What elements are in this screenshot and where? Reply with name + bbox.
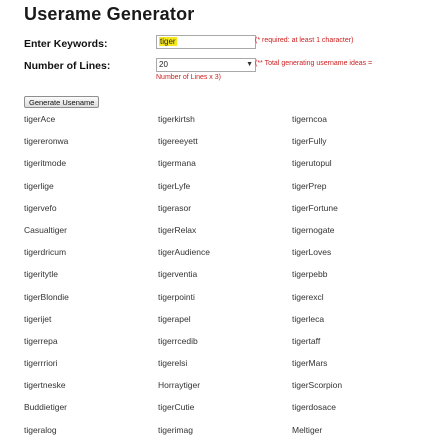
lines-label: Number of Lines: (24, 60, 111, 72)
username-result: tigereeyett (158, 136, 198, 147)
username-result: tigerijet (24, 313, 52, 324)
keywords-label: Enter Keywords: (24, 38, 108, 50)
username-result: tigereronwa (24, 136, 69, 147)
username-result: tigerkirtsh (158, 114, 195, 124)
results-column-3 (292, 108, 421, 441)
username-result: Buddietiger (24, 402, 68, 413)
lines-hint-continued: Number of Lines x 3) (156, 74, 221, 81)
username-result: tigeralog (24, 424, 57, 435)
username-result: tigerasor (158, 202, 192, 213)
page-title: Userame Generator (24, 4, 195, 24)
username-result: tigerpointi (158, 291, 195, 302)
username-result: tigerPrep (292, 180, 327, 191)
keywords-value: tiger (160, 37, 176, 46)
username-result: tigerLyfe (158, 180, 191, 191)
username-result: tigerMars (292, 358, 328, 369)
username-result: tigervefo (24, 202, 57, 213)
results-column-2 (158, 108, 288, 441)
username-result: tigerutopul (292, 158, 332, 169)
lines-select-value: 20 (159, 60, 168, 69)
username-result: tigeritytle (24, 269, 59, 280)
username-result: tigerBlondie (24, 291, 69, 302)
username-result: tigerpebb (292, 269, 328, 280)
username-result: tigertaff (292, 335, 321, 346)
username-result: tigerelsi (158, 358, 188, 369)
username-result: tigerexcl (292, 291, 324, 302)
username-result: Casualtiger (24, 224, 67, 235)
username-result: Meltiger (292, 424, 323, 435)
generate-button[interactable]: Generate Usename (24, 96, 99, 108)
username-result: tigernogate (292, 224, 335, 235)
keywords-hint: (* required: at least 1 character) (255, 37, 354, 44)
username-result: tigerRelax (158, 224, 197, 235)
username-result: tigerScorpion (292, 380, 343, 391)
username-result: tigerdricum (24, 247, 67, 258)
username-result: tigeritmode (24, 158, 67, 169)
username-result: tigerimag (158, 424, 193, 435)
username-result: tigerFortune (292, 202, 338, 213)
username-result: tigerFully (292, 136, 327, 147)
username-result: tigerleca (292, 313, 325, 324)
lines-select[interactable] (156, 58, 256, 72)
username-result: tigerrepa (24, 335, 58, 346)
username-result: tigerventia (158, 269, 198, 280)
username-result: tigerCutie (158, 402, 195, 413)
keywords-input[interactable] (156, 35, 256, 49)
username-result: tigerrriori (24, 358, 58, 369)
chevron-down-icon: ▼ (246, 61, 253, 68)
username-result: Horraytiger (158, 380, 201, 391)
username-result: tigermana (158, 158, 196, 169)
username-result: tigerdosace (292, 402, 336, 413)
username-result: tigerlige (24, 180, 54, 191)
username-result: tigertneske (24, 380, 66, 391)
username-result: tigerAce (24, 114, 56, 124)
username-result: tigerapel (158, 313, 191, 324)
username-result: tigerLoves (292, 247, 332, 258)
lines-hint: (** Total generating username ideas = (255, 60, 373, 67)
username-result: tigerAudience (158, 247, 210, 258)
results-column-1 (24, 108, 154, 441)
username-result: tigerrcedib (158, 335, 198, 346)
username-result: tigerncoa (292, 114, 327, 124)
